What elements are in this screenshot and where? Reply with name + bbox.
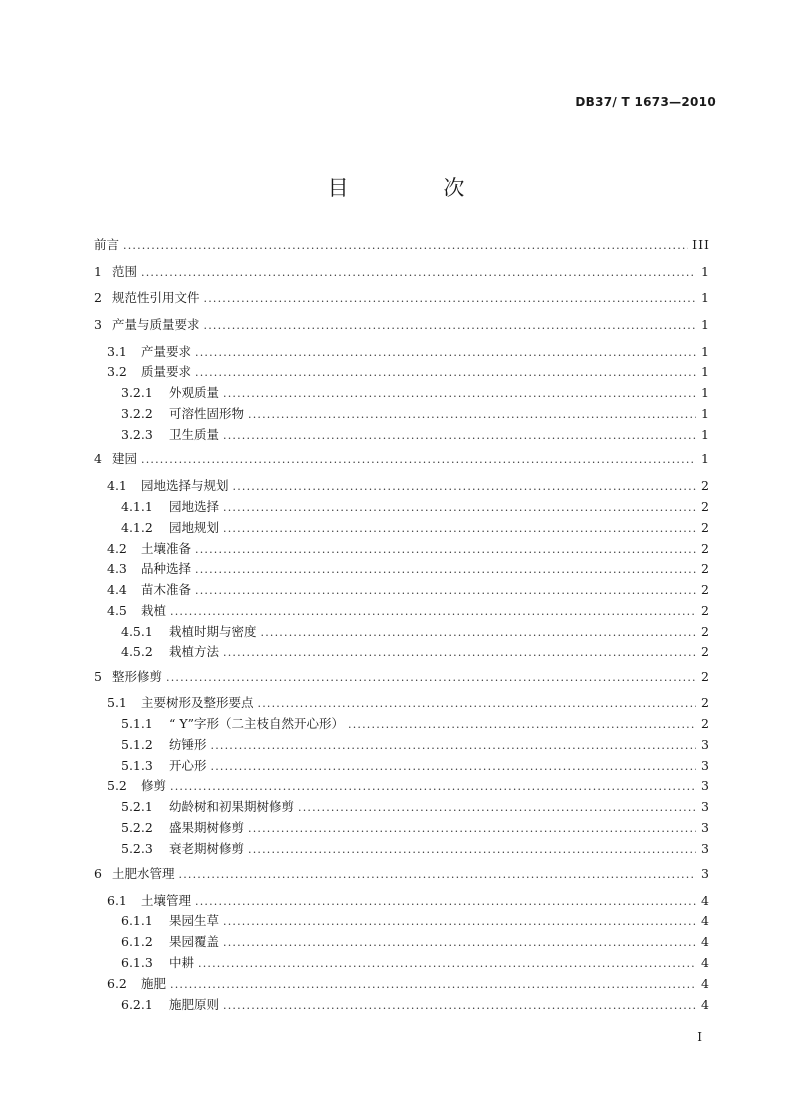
toc-leader-dots: [223, 499, 696, 517]
toc-leader-dots: [195, 344, 696, 362]
toc-leader-dots: [170, 603, 696, 621]
toc-entry-label: 前言: [94, 237, 120, 252]
toc-entry[interactable]: [94, 933, 710, 952]
toc-entry-number: 4.5.1: [121, 624, 153, 639]
toc-entry[interactable]: [94, 263, 710, 282]
toc-leader-dots: [348, 716, 696, 734]
toc-entry-label: 土肥水管理: [112, 866, 175, 881]
toc-entry[interactable]: [94, 840, 710, 859]
toc-entry-label: 土壤管理: [141, 893, 192, 908]
toc-entry-label: 施肥: [141, 976, 167, 991]
toc-entry[interactable]: [94, 540, 710, 559]
toc-leader-dots: [195, 893, 696, 911]
toc-entry[interactable]: [94, 450, 710, 469]
toc-entry-page: 3: [701, 758, 710, 773]
toc-entry-page: 1: [701, 451, 710, 466]
toc-leader-dots: [223, 520, 696, 538]
toc-leader-dots: [223, 644, 696, 662]
toc-entry-page: 2: [701, 582, 710, 597]
toc-leader-dots: [204, 317, 696, 335]
toc-entry-page: 2: [701, 561, 710, 576]
toc-entry-label: 土壤准备: [141, 541, 192, 556]
toc-entry[interactable]: [94, 581, 710, 600]
toc-entry-label: 建园: [112, 451, 138, 466]
toc-leader-dots: [123, 237, 688, 255]
toc-entry-label: 栽植时期与密度: [169, 624, 257, 639]
toc-entry-page: 4: [701, 893, 710, 908]
toc-entry[interactable]: [94, 343, 710, 362]
toc-entry-number: 5.1.3: [121, 758, 153, 773]
toc-entry[interactable]: [94, 668, 710, 687]
toc-entry-label: 栽植方法: [169, 644, 220, 659]
toc-entry[interactable]: [94, 236, 710, 255]
toc-leader-dots: [248, 406, 696, 424]
toc-entry-page: 2: [701, 520, 710, 535]
toc-leader-dots: [195, 561, 696, 579]
toc-entry-page: 1: [701, 264, 710, 279]
toc-entry-number: 4.5: [107, 603, 127, 618]
toc-entry-page: 2: [701, 478, 710, 493]
toc-entry-page: 1: [701, 290, 710, 305]
toc-entry[interactable]: [94, 623, 710, 642]
toc-entry-number: 6.1: [107, 893, 127, 908]
toc-leader-dots: [223, 913, 696, 931]
toc-leader-dots: [298, 799, 696, 817]
toc-entry-page: 1: [701, 344, 710, 359]
toc-entry[interactable]: [94, 519, 710, 538]
toc-entry-number: 4.1.1: [121, 499, 153, 514]
toc-entry-label: 中耕: [169, 955, 195, 970]
toc-entry[interactable]: [94, 757, 710, 776]
toc-entry-number: 5.2: [107, 778, 127, 793]
toc-title: 目 次: [327, 176, 509, 200]
toc-entry-label: 园地选择: [169, 499, 220, 514]
toc-entry[interactable]: [94, 865, 710, 884]
toc-entry-page: 2: [701, 624, 710, 639]
toc-entry-label: 盛果期树修剪: [169, 820, 245, 835]
toc-entry-page: III: [692, 237, 710, 252]
toc-leader-dots: [223, 385, 696, 403]
toc-entry[interactable]: [94, 363, 710, 382]
toc-entry-page: 3: [701, 737, 710, 752]
toc-leader-dots: [166, 669, 696, 687]
toc-entry-label: 幼龄树和初果期树修剪: [169, 799, 295, 814]
toc-leader-dots: [170, 778, 696, 796]
toc-entry-label: 卫生质量: [169, 427, 220, 442]
toc-entry[interactable]: [94, 912, 710, 931]
toc-entry-page: 4: [701, 997, 710, 1012]
toc-leader-dots: [141, 451, 696, 469]
toc-entry-number: 2: [94, 290, 102, 305]
toc-entry-label: 施肥原则: [169, 997, 220, 1012]
toc-entry-label: 范围: [112, 264, 138, 279]
toc-leader-dots: [195, 582, 696, 600]
toc-entry[interactable]: [94, 405, 710, 424]
toc-entry-number: 6.2: [107, 976, 127, 991]
toc-entry[interactable]: [94, 819, 710, 838]
toc-entry-page: 3: [701, 799, 710, 814]
toc-entry-number: 6.2.1: [121, 997, 153, 1012]
toc-entry-number: 3.2.3: [121, 427, 153, 442]
toc-leader-dots: [233, 478, 696, 496]
toc-entry-number: 4.2: [107, 541, 127, 556]
toc-leader-dots: [195, 364, 696, 382]
toc-entry[interactable]: [94, 602, 710, 621]
toc-entry-number: 3.2.1: [121, 385, 153, 400]
toc-entry[interactable]: [94, 996, 710, 1015]
toc-entry-number: 1: [94, 264, 102, 279]
toc-entry-label: 产量要求: [141, 344, 192, 359]
toc-leader-dots: [195, 541, 696, 559]
toc-leader-dots: [211, 737, 696, 755]
toc-entry-page: 2: [701, 669, 710, 684]
toc-leader-dots: [223, 997, 696, 1015]
toc-leader-dots: [248, 820, 696, 838]
toc-entry-number: 3: [94, 317, 102, 332]
toc-entry-label: 产量与质量要求: [112, 317, 200, 332]
toc-entry-page: 1: [701, 364, 710, 379]
toc-entry-number: 6: [94, 866, 102, 881]
toc-leader-dots: [248, 841, 696, 859]
toc-entry-page: 2: [701, 644, 710, 659]
toc-entry[interactable]: [94, 736, 710, 755]
toc-entry-label: 整形修剪: [112, 669, 163, 684]
toc-entry-page: 1: [701, 427, 710, 442]
toc-entry-number: 4.4: [107, 582, 127, 597]
toc-entry-page: 4: [701, 934, 710, 949]
toc-leader-dots: [204, 290, 696, 308]
toc-entry-number: 5: [94, 669, 102, 684]
toc-entry-number: 4.5.2: [121, 644, 153, 659]
toc-entry[interactable]: [94, 477, 710, 496]
toc-entry[interactable]: [94, 954, 710, 973]
toc-entry[interactable]: [94, 975, 710, 994]
toc-entry-page: 2: [701, 541, 710, 556]
toc-entry-number: 3.1: [107, 344, 127, 359]
toc-entry-number: 5.1.2: [121, 737, 153, 752]
toc-entry-page: 2: [701, 716, 710, 731]
toc-entry-label: 修剪: [141, 778, 167, 793]
toc-entry[interactable]: [94, 694, 710, 713]
toc-entry[interactable]: [94, 715, 710, 734]
toc-leader-dots: [258, 695, 696, 713]
toc-entry-number: 4.1: [107, 478, 127, 493]
toc-entry-label: 园地规划: [169, 520, 220, 535]
toc-entry-label: 主要树形及整形要点: [141, 695, 254, 710]
toc-entry-page: 2: [701, 603, 710, 618]
toc-entry[interactable]: [94, 892, 710, 911]
toc-entry-page: 1: [701, 385, 710, 400]
toc-entry[interactable]: [94, 426, 710, 445]
toc-entry-number: 6.1.3: [121, 955, 153, 970]
toc-entry-label: 质量要求: [141, 364, 192, 379]
toc-entry-label: 衰老期树修剪: [169, 841, 245, 856]
toc-entry-number: 4: [94, 451, 102, 466]
toc-entry-number: 5.2.3: [121, 841, 153, 856]
toc-entry-number: 5.1.1: [121, 716, 153, 731]
toc-entry[interactable]: [94, 498, 710, 517]
toc-entry[interactable]: [94, 777, 710, 796]
toc-leader-dots: [198, 955, 696, 973]
toc-entry-label: 果园覆盖: [169, 934, 220, 949]
toc-entry[interactable]: [94, 798, 710, 817]
toc-entry-page: 2: [701, 695, 710, 710]
toc-entry[interactable]: [94, 289, 710, 308]
toc-entry-label: 苗木准备: [141, 582, 192, 597]
toc-entry-number: 3.2: [107, 364, 127, 379]
toc-entry-page: 4: [701, 913, 710, 928]
toc-entry[interactable]: [94, 643, 710, 662]
toc-entry-label: 品种选择: [141, 561, 192, 576]
toc-entry-number: 3.2.2: [121, 406, 153, 421]
page-number: I: [697, 1030, 702, 1044]
toc-entry[interactable]: [94, 560, 710, 579]
toc-entry-number: 6.1.2: [121, 934, 153, 949]
toc-entry-page: 3: [701, 866, 710, 881]
toc-leader-dots: [141, 264, 696, 282]
toc-leader-dots: [211, 758, 696, 776]
toc-entry-number: 4.1.2: [121, 520, 153, 535]
toc-entry-number: 5.2.1: [121, 799, 153, 814]
toc-entry-page: 3: [701, 820, 710, 835]
toc-entry-label: 规范性引用文件: [112, 290, 200, 305]
toc-leader-dots: [261, 624, 696, 642]
toc-entry-label: 园地选择与规划: [141, 478, 229, 493]
toc-leader-dots: [223, 427, 696, 445]
toc-entry-page: 4: [701, 976, 710, 991]
toc-entry-label: 果园生草: [169, 913, 220, 928]
toc-entry[interactable]: [94, 316, 710, 335]
toc-entry-label: 开心形: [169, 758, 207, 773]
toc-entry-label: 可溶性固形物: [169, 406, 245, 421]
toc-entry-page: 3: [701, 841, 710, 856]
toc-entry-label: “ Y”字形（二主枝自然开心形）: [169, 716, 345, 731]
toc-entry-number: 5.1: [107, 695, 127, 710]
toc-entry-label: 栽植: [141, 603, 167, 618]
toc-leader-dots: [179, 866, 696, 884]
toc-entry-label: 外观质量: [169, 385, 220, 400]
toc-entry-label: 纺锤形: [169, 737, 207, 752]
toc-entry-page: 1: [701, 406, 710, 421]
document-code: DB37/ T 1673—2010: [575, 95, 716, 109]
toc-entry-page: 4: [701, 955, 710, 970]
toc-entry-number: 6.1.1: [121, 913, 153, 928]
toc-entry-page: 1: [701, 317, 710, 332]
toc-leader-dots: [223, 934, 696, 952]
toc-leader-dots: [170, 976, 696, 994]
toc-entry-number: 4.3: [107, 561, 127, 576]
toc-entry-page: 2: [701, 499, 710, 514]
toc-entry-number: 5.2.2: [121, 820, 153, 835]
toc-entry-page: 3: [701, 778, 710, 793]
toc-entry[interactable]: [94, 384, 710, 403]
